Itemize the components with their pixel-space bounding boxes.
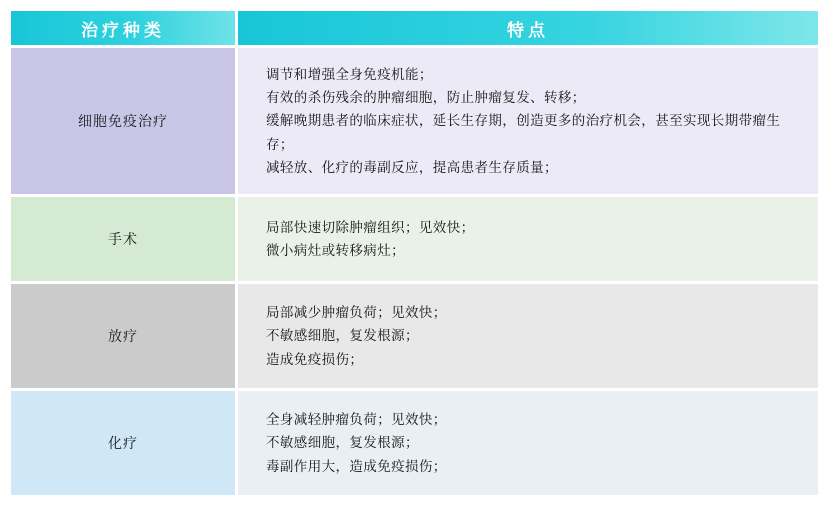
treatment-features-cell: [238, 284, 818, 388]
treatment-features-cell: [238, 391, 818, 495]
table-header: [11, 11, 818, 45]
treatment-features-cell: [238, 48, 818, 194]
feature-line: 全身减轻肿瘤负荷；见效快；: [266, 412, 447, 428]
feature-line: 不敏感细胞，复发根源；: [266, 435, 419, 451]
feature-line: 局部减少肿瘤负荷；见效快；: [266, 305, 447, 321]
treatment-type-cell: 化疗: [11, 391, 235, 495]
table-row: [11, 197, 818, 281]
treatment-features-cell: [238, 197, 818, 281]
feature-line: 调节和增强全身免疫机能；: [266, 66, 433, 82]
table-row: [11, 48, 818, 194]
feature-line: 微小病灶或转移病灶；: [266, 243, 405, 258]
column-header-treatment-type: 治疗种类: [11, 11, 235, 45]
feature-line: 毒副作用大，造成免疫损伤；: [266, 458, 447, 474]
treatment-comparison-table: [8, 8, 821, 498]
table-body: [11, 48, 818, 495]
feature-line: 减轻放、化疗的毒副反应，提高患者生存质量；: [266, 159, 558, 175]
treatment-type-cell: 手术: [11, 197, 235, 281]
treatment-type-cell: 放疗: [11, 284, 235, 388]
feature-line: 有效的杀伤残余的肿瘤细胞，防止肿瘤复发、转移；: [266, 90, 586, 106]
treatment-type-cell: 细胞免疫治疗: [11, 48, 235, 194]
feature-line: 缓解晚期患者的临床症状，延长生存期，创造更多的治疗机会，甚至实现长期带瘤生存；: [266, 113, 781, 152]
table-row: [11, 284, 818, 388]
column-header-features: 特点: [238, 11, 818, 45]
feature-line: 造成免疫损伤；: [266, 351, 364, 367]
feature-line: 不敏感细胞，复发根源；: [266, 328, 419, 344]
feature-line: 局部快速切除肿瘤组织；见效快；: [266, 219, 475, 235]
table-row: [11, 391, 818, 495]
